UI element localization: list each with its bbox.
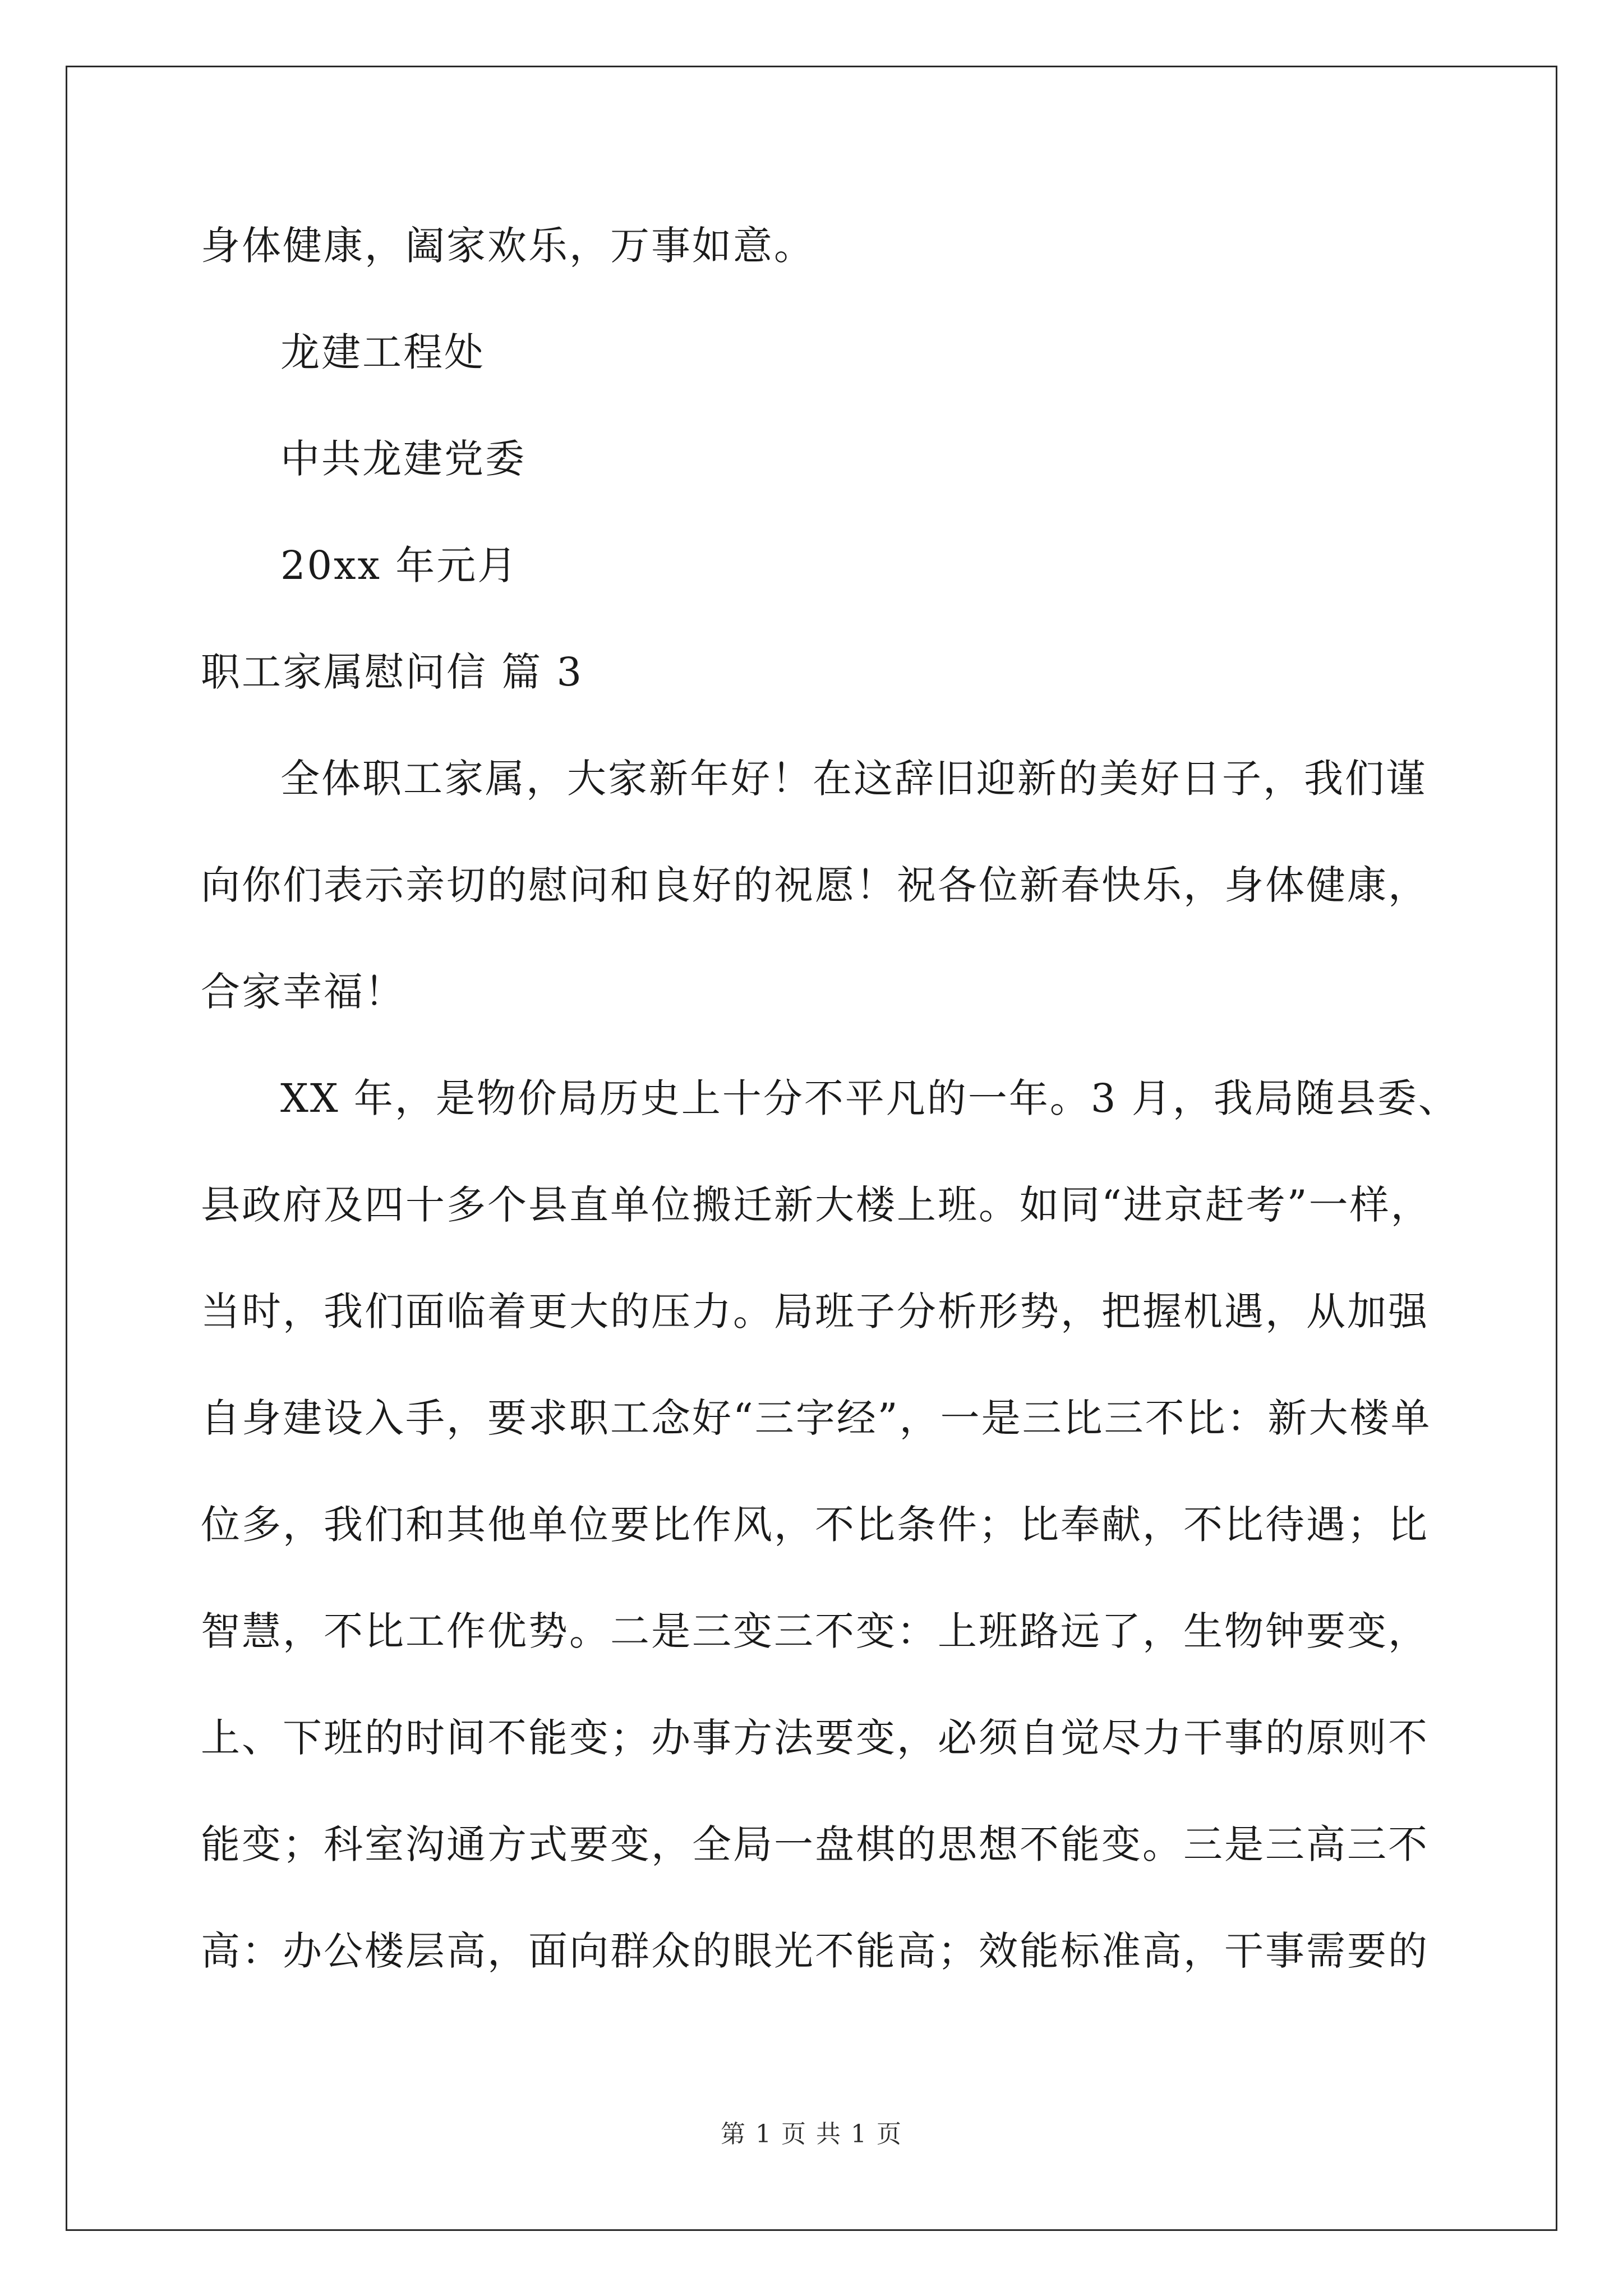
paragraph-line-8: 位多，我们和其他单位要比作风，不比条件；比奉献，不比待遇；比 [201, 1502, 1429, 1548]
signature-line-1: 龙建工程处 [280, 329, 485, 375]
page-border [66, 66, 1557, 2231]
paragraph-line-2: 向你们表示亲切的慰问和良好的祝愿！祝各位新春快乐，身体健康， [201, 862, 1429, 908]
date-line: 20xx 年元月 [280, 542, 519, 588]
paragraph-line-9: 智慧，不比工作优势。二是三变三不变：上班路远了，生物钟要变， [201, 1608, 1429, 1654]
paragraph-line-3: 合家幸福！ [201, 969, 405, 1015]
paragraph-line-5: 县政府及四十多个县直单位搬迁新大楼上班。如同“进京赶考”一样， [201, 1182, 1432, 1228]
section-heading: 职工家属慰问信 篇 3 [201, 649, 584, 695]
paragraph-line-12: 高：办公楼层高，面向群众的眼光不能高；效能标准高，干事需要的 [201, 1928, 1429, 1974]
paragraph-line-11: 能变；科室沟通方式要变，全局一盘棋的思想不能变。三是三高三不 [201, 1821, 1429, 1867]
paragraph-line-10: 上、下班的时间不能变；办事方法要变，必须自觉尽力干事的原则不 [201, 1715, 1429, 1761]
page-footer: 第 1 页 共 1 页 [721, 2120, 902, 2148]
signature-line-2: 中共龙建党委 [280, 436, 526, 482]
paragraph-line-4: XX 年，是物价局历史上十分不平凡的一年。3 月，我局随县委、 [280, 1075, 1459, 1121]
text-line-1: 身体健康，阖家欢乐，万事如意。 [201, 223, 815, 269]
paragraph-line-6: 当时，我们面临着更大的压力。局班子分析形势，把握机遇，从加强 [201, 1289, 1429, 1335]
paragraph-line-7: 自身建设入手，要求职工念好“三字经”，一是三比三不比：新大楼单 [201, 1395, 1432, 1441]
paragraph-line-1: 全体职工家属，大家新年好！在这辞旧迎新的美好日子，我们谨 [280, 756, 1427, 802]
